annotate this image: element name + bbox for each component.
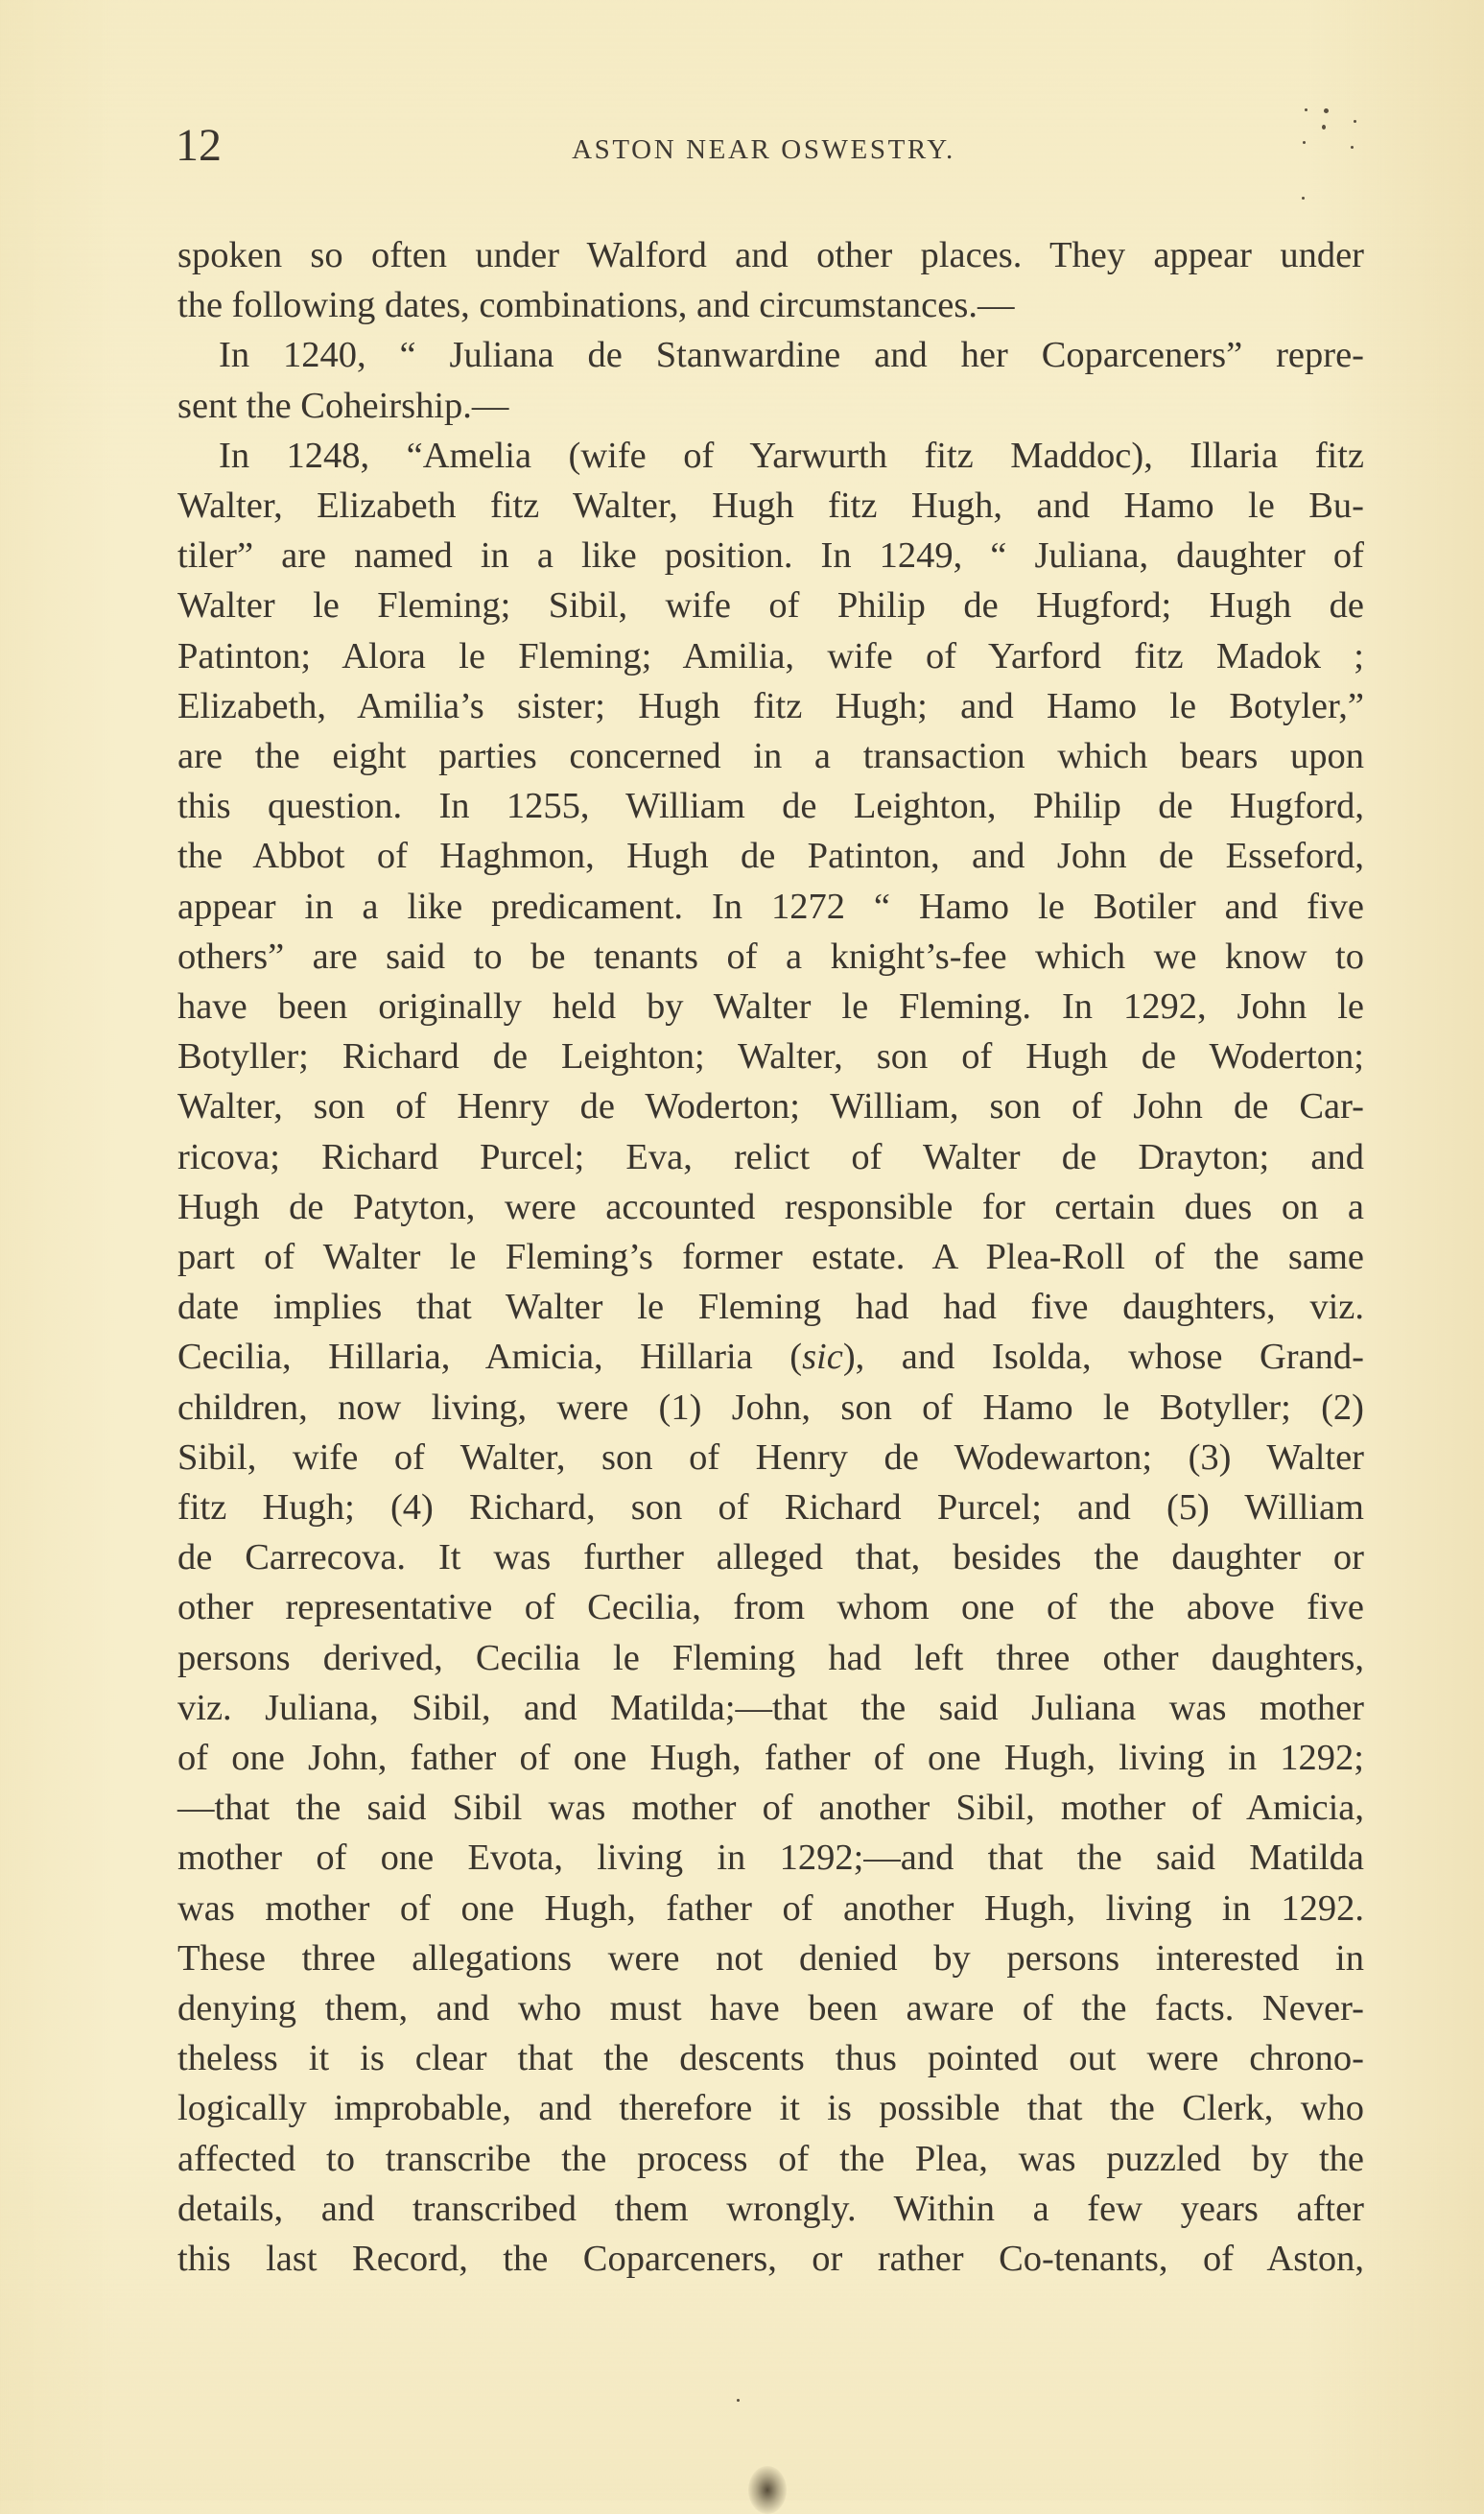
text-line: fitz Hugh; (4) Richard, son of Richard Purcel; and (5) William bbox=[177, 1487, 1364, 1528]
italic-sic: sic bbox=[802, 1337, 843, 1378]
text-line: spoken so often under Walford and other places. They appear under bbox=[177, 235, 1364, 275]
text-line: In 1248, “Amelia (wife of Yarwurth fitz Maddoc), Illaria fitz bbox=[219, 435, 1364, 476]
text-line: part of Walter le Fleming’s former estate. A Plea-Roll of the same bbox=[177, 1237, 1364, 1277]
text-line: this question. In 1255, William de Leighton, Philip de Hugford, bbox=[177, 786, 1364, 827]
text-line: this last Record, the Coparceners, or rather Co-tenants, of Aston, bbox=[177, 2239, 1364, 2279]
text-line: other representative of Cecilia, from whom one of the above five bbox=[177, 1587, 1364, 1628]
text-line: have been originally held by Walter le Fleming. In 1292, John le bbox=[177, 986, 1364, 1027]
paper-speck bbox=[737, 2399, 740, 2402]
text-line: viz. Juliana, Sibil, and Matilda;—that the said Juliana was mother bbox=[177, 1687, 1364, 1728]
text-line: the Abbot of Haghmon, Hugh de Patinton, and John de Esseford, bbox=[177, 836, 1364, 877]
text-line: others” are said to be tenants of a knight’s-fee which we know to bbox=[177, 936, 1364, 977]
text-line: ricova; Richard Purcel; Eva, relict of Walter de Drayton; and bbox=[177, 1136, 1364, 1177]
paper-speck bbox=[1303, 141, 1306, 144]
text-line: Hugh de Patyton, were accounted responsible for certain dues on a bbox=[177, 1186, 1364, 1227]
text-segment: Cecilia, Hillaria, Amicia, Hillaria ( bbox=[177, 1337, 803, 1378]
paper-speck bbox=[1354, 120, 1356, 123]
text-line: logically improbable, and therefore it is possible that the Clerk, who bbox=[177, 2088, 1364, 2129]
text-line: Botyller; Richard de Leighton; Walter, son of Hugh de Woderton; bbox=[177, 1036, 1364, 1078]
text-line: de Carrecova. It was further alleged that, besides the daughter or bbox=[177, 1537, 1364, 1578]
text-line: denying them, and who must have been aware of the facts. Never- bbox=[177, 1988, 1364, 2028]
text-line: Patinton; Alora le Fleming; Amilia, wife of Yarford fitz Madok ; bbox=[177, 635, 1364, 676]
text-line bbox=[177, 1332, 1364, 1382]
text-line: mother of one Evota, living in 1292;—and that the said Matilda bbox=[177, 1838, 1364, 1879]
text-line: —that the said Sibil was mother of another Sibil, mother of Amicia, bbox=[177, 1788, 1364, 1829]
text-line: These three allegations were not denied by persons interested in bbox=[177, 1937, 1364, 1979]
text-line: date implies that Walter le Fleming had had five daughters, viz. bbox=[177, 1287, 1364, 1328]
paper-speck bbox=[1322, 125, 1326, 130]
text-line: the following dates, combinations, and circumstances.— bbox=[177, 285, 1015, 326]
text-line: are the eight parties concerned in a transaction which bears upon bbox=[177, 736, 1364, 776]
paper-speck bbox=[1302, 197, 1305, 200]
text-line: affected to transcribe the process of the Plea, was puzzled by the bbox=[177, 2138, 1364, 2179]
text-line: Walter le Fleming; Sibil, wife of Philip de Hugford; Hugh de bbox=[177, 585, 1364, 627]
text-line: details, and transcribed them wrongly. Within a few years after bbox=[177, 2188, 1364, 2229]
text-line: In 1240, “ Juliana de Stanwardine and her Coparceners” repre- bbox=[219, 335, 1364, 376]
page-number: 12 bbox=[176, 120, 222, 171]
paper-speck bbox=[1305, 108, 1307, 111]
text-line: theless it is clear that the descents thus pointed out were chrono- bbox=[177, 2038, 1364, 2079]
text-line: children, now living, were (1) John, son of Hamo le Botyller; (2) bbox=[177, 1387, 1364, 1428]
text-line: was mother of one Hugh, father of another Hugh, living in 1292. bbox=[177, 1887, 1364, 1929]
text-line: appear in a like predicament. In 1272 “ Hamo le Botiler and five bbox=[177, 886, 1364, 927]
paper-speck bbox=[1351, 146, 1354, 149]
text-line: Sibil, wife of Walter, son of Henry de Wodewarton; (3) Walter bbox=[177, 1436, 1364, 1478]
text-line: persons derived, Cecilia le Fleming had left three other daughters, bbox=[177, 1637, 1364, 1678]
text-line: Elizabeth, Amilia’s sister; Hugh fitz Hugh; and Hamo le Botyler,” bbox=[177, 685, 1364, 726]
text-line: sent the Coheirship.— bbox=[177, 385, 509, 426]
text-line: of one John, father of one Hugh, father of one Hugh, living in 1292; bbox=[177, 1738, 1364, 1778]
text-segment: ), and Isolda, whose Grand- bbox=[842, 1337, 1364, 1378]
text-line: Walter, Elizabeth fitz Walter, Hugh fitz Hugh, and Hamo le Bu- bbox=[177, 486, 1364, 526]
running-title: ASTON NEAR OSWESTRY. bbox=[572, 134, 955, 165]
ink-smudge bbox=[748, 2466, 787, 2514]
text-line: tiler” are named in a like position. In 1249, “ Juliana, daughter of bbox=[177, 535, 1364, 577]
text-line: Walter, son of Henry de Woderton; William, son of John de Car- bbox=[177, 1086, 1364, 1127]
paper-speck bbox=[1324, 108, 1329, 113]
